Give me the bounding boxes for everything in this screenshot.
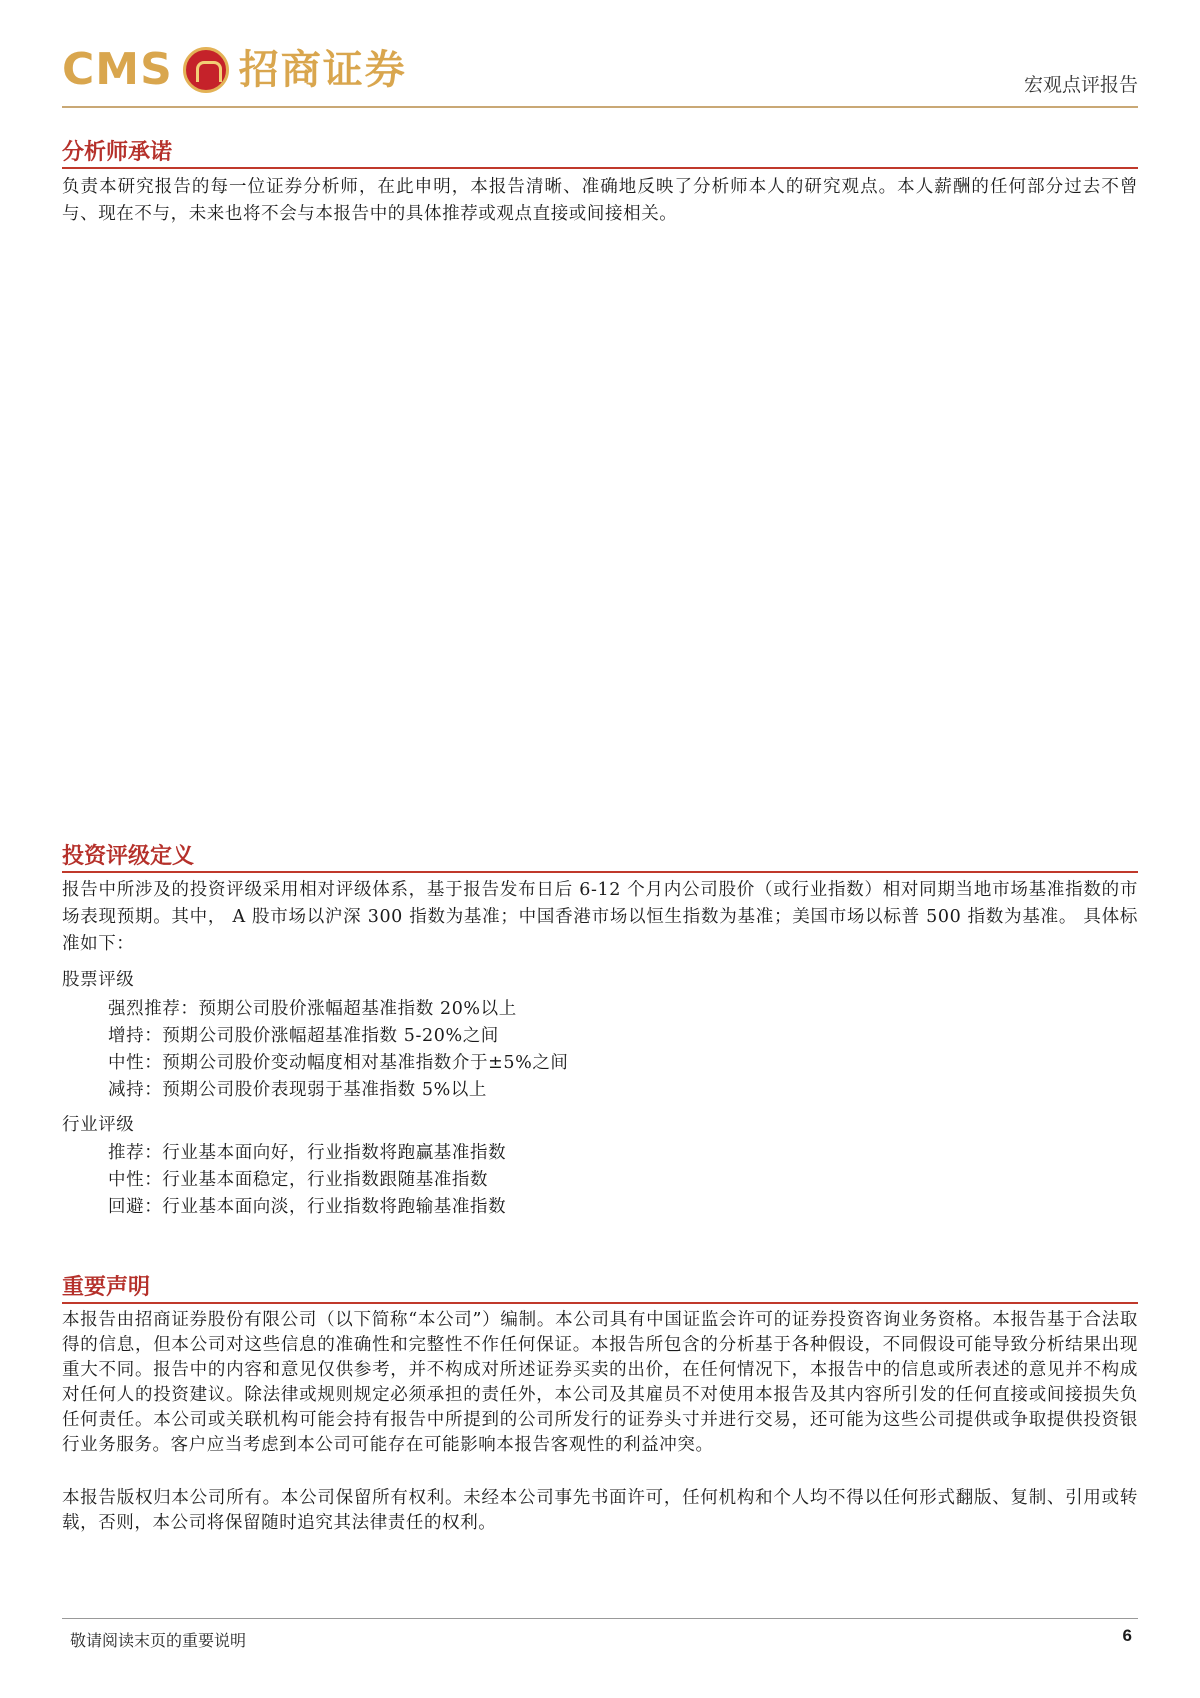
rating-definition-title: 投资评级定义: [62, 843, 195, 869]
header-divider: [62, 106, 1138, 108]
disclaimer-title: 重要声明: [62, 1274, 151, 1300]
logo-text: CMS: [62, 44, 173, 95]
company-logo: [62, 44, 407, 96]
logo-emblem-icon: [183, 47, 229, 93]
analyst-commitment-divider: [62, 167, 1138, 169]
analyst-commitment-title: 分析师承诺: [62, 139, 173, 165]
stock-rating-label: 股票评级: [62, 970, 135, 990]
industry-rating-item: 回避：行业基本面向淡，行业指数将跑输基准指数: [108, 1197, 507, 1217]
footer-note: 敬请阅读末页的重要说明: [70, 1631, 247, 1650]
rating-intro-text: 报告中所涉及的投资评级采用相对评级体系，基于报告发布日后 6-12 个月内公司股价（或行业指数）相对同期当地市场基准指数的市场表现预期。其中， A 股市场以沪深 300 指数为基准；中国香港市场以恒生指数为基准；美国市场以标普 500 指数为基准。 具体标准如下：: [62, 880, 1138, 954]
stock-rating-item: 增持：预期公司股价涨幅超基准指数 5-20%之间: [108, 1026, 499, 1046]
report-type: 宏观点评报告: [1023, 74, 1138, 96]
rating-definition-divider: [62, 871, 1138, 873]
industry-rating-label: 行业评级: [62, 1115, 135, 1135]
stock-rating-item: 强烈推荐：预期公司股价涨幅超基准指数 20%以上: [108, 999, 517, 1019]
footer-divider: [62, 1618, 1138, 1619]
disclaimer-paragraph: 本报告由招商证券股份有限公司（以下简称“本公司”）编制。本公司具有中国证监会许可的证券投资咨询业务资格。本报告基于合法取得的信息，但本公司对这些信息的准确性和完整性不作任何保证。本报告所包含的分析基于各种假设，不同假设可能导致分析结果出现重大不同。报告中的内容和意见仅供参考，并不构成对所述证券买卖的出价，在任何情况下，本报告中的信息或所表述的意见并不构成对任何人的投资建议。除法律或规则规定必须承担的责任外，本公司及其雇员不对使用本报告及其内容所引发的任何直接或间接损失负任何责任。本公司或关联机构可能会持有报告中所提到的公司所发行的证券头寸并进行交易，还可能为这些公司提供或争取提供投资银行业务服务。客户应当考虑到本公司可能存在可能影响本报告客观性的利益冲突。: [62, 1310, 1138, 1455]
stock-rating-item: 减持：预期公司股价表现弱于基准指数 5%以上: [108, 1080, 488, 1100]
logo-chinese-name: 招商证券: [238, 47, 407, 93]
disclaimer-divider: [62, 1302, 1138, 1304]
industry-rating-item: 推荐：行业基本面向好，行业指数将跑赢基准指数: [108, 1143, 507, 1163]
stock-rating-item: 中性：预期公司股价变动幅度相对基准指数介于±5%之间: [108, 1053, 569, 1073]
industry-rating-item: 中性：行业基本面稳定，行业指数跟随基准指数: [108, 1170, 489, 1190]
analyst-commitment-text: 负责本研究报告的每一位证券分析师，在此申明，本报告清晰、准确地反映了分析师本人的研究观点。本人薪酬的任何部分过去不曾与、现在不与，未来也将不会与本报告中的具体推荐或观点直接或间接相关。: [62, 177, 1138, 224]
page-number: 6: [1122, 1626, 1132, 1645]
copyright-paragraph: 本报告版权归本公司所有。本公司保留所有权利。未经本公司事先书面许可，任何机构和个人均不得以任何形式翻版、复制、引用或转载，否则，本公司将保留随时追究其法律责任的权利。: [62, 1488, 1138, 1533]
